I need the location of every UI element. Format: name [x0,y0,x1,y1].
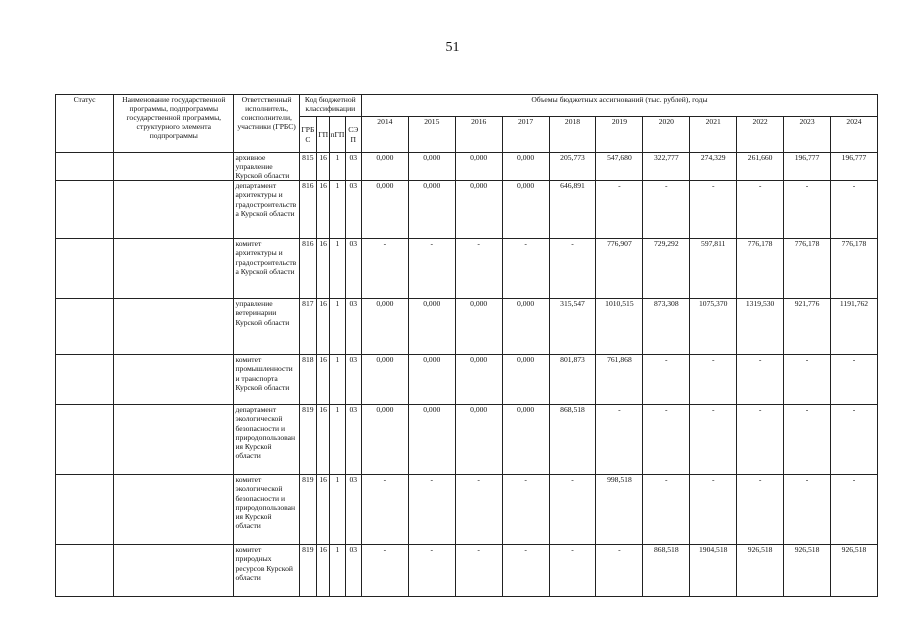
header-responsible: Ответственный исполнитель, соисполнители, участники (ГРБС) [234,95,299,153]
code-sep-cell: 03 [345,355,361,405]
code-gp-cell: 16 [317,475,330,545]
header-year: 2023 [784,117,831,153]
code-pgp-cell: 1 [330,153,345,181]
value-cell: 196,777 [830,153,877,181]
value-cell: - [549,239,596,299]
program-name-cell [114,475,234,545]
code-sep-cell: 03 [345,299,361,355]
code-gp-cell: 16 [317,239,330,299]
value-cell: 0,000 [361,405,408,475]
value-cell: 261,660 [737,153,784,181]
value-cell: - [455,545,502,597]
code-grbs-cell: 819 [299,405,316,475]
code-pgp-cell: 1 [330,355,345,405]
value-cell: 0,000 [361,181,408,239]
code-sep-cell: 03 [345,239,361,299]
value-cell: 0,000 [455,299,502,355]
header-code-col: ГРБС [299,117,316,153]
value-cell: - [690,355,737,405]
code-sep-cell: 03 [345,153,361,181]
value-cell: 0,000 [455,181,502,239]
code-pgp-cell: 1 [330,475,345,545]
value-cell: 1075,370 [690,299,737,355]
value-cell: - [784,405,831,475]
responsible-cell: архивное управление Курской области [234,153,299,181]
code-gp-cell: 16 [317,153,330,181]
value-cell: - [502,545,549,597]
header-year: 2016 [455,117,502,153]
value-cell: 998,518 [596,475,643,545]
header-year: 2019 [596,117,643,153]
code-grbs-cell: 815 [299,153,316,181]
value-cell: - [455,239,502,299]
status-cell [56,545,114,597]
responsible-cell: комитет природных ресурсов Курской области [234,545,299,597]
program-name-cell [114,545,234,597]
status-cell [56,153,114,181]
program-name-cell [114,299,234,355]
value-cell: - [784,355,831,405]
program-name-cell [114,239,234,299]
value-cell: - [830,405,877,475]
value-cell: 1319,530 [737,299,784,355]
value-cell: 921,776 [784,299,831,355]
value-cell: 0,000 [408,299,455,355]
value-cell: - [784,181,831,239]
table-row [56,181,878,239]
value-cell: 0,000 [408,153,455,181]
value-cell: - [690,405,737,475]
value-cell: - [830,475,877,545]
value-cell: 205,773 [549,153,596,181]
code-sep-cell: 03 [345,475,361,545]
value-cell: 597,811 [690,239,737,299]
code-sep-cell: 03 [345,405,361,475]
value-cell: 0,000 [455,355,502,405]
value-cell: - [596,405,643,475]
page-number: 51 [445,40,460,55]
value-cell: 776,178 [830,239,877,299]
code-grbs-cell: 816 [299,239,316,299]
value-cell: 776,178 [784,239,831,299]
header-year: 2022 [737,117,784,153]
value-cell: 0,000 [455,153,502,181]
value-cell: 926,518 [737,545,784,597]
value-cell: 1191,762 [830,299,877,355]
value-cell: 926,518 [830,545,877,597]
value-cell: 868,518 [549,405,596,475]
value-cell: 0,000 [502,299,549,355]
code-gp-cell: 16 [317,299,330,355]
budget-table [55,94,878,597]
value-cell: - [737,355,784,405]
value-cell: 547,680 [596,153,643,181]
value-cell: 0,000 [502,355,549,405]
header-code-col: ГП [317,117,330,153]
value-cell: - [549,545,596,597]
code-gp-cell: 16 [317,355,330,405]
value-cell: - [643,405,690,475]
value-cell: - [361,239,408,299]
table-row [56,475,878,545]
code-gp-cell: 16 [317,181,330,239]
code-pgp-cell: 1 [330,405,345,475]
code-grbs-cell: 817 [299,299,316,355]
table-body [56,153,878,597]
table-row [56,355,878,405]
value-cell: - [737,405,784,475]
program-name-cell [114,153,234,181]
code-sep-cell: 03 [345,181,361,239]
header-code-col: пГП [330,117,345,153]
code-grbs-cell: 816 [299,181,316,239]
value-cell: - [408,545,455,597]
value-cell: - [784,475,831,545]
value-cell: - [455,475,502,545]
header-year: 2021 [690,117,737,153]
header-name: Наименование государственной программы, подпрограммы государственной программы, структурного элемента подпрограммы [114,95,234,153]
table-row [56,153,878,181]
responsible-cell: департамент экологической безопасности и природопользования Курской области [234,405,299,475]
header-year: 2017 [502,117,549,153]
value-cell: 196,777 [784,153,831,181]
table-row [56,299,878,355]
code-pgp-cell: 1 [330,299,345,355]
value-cell: - [596,181,643,239]
program-name-cell [114,355,234,405]
value-cell: - [830,355,877,405]
value-cell: 0,000 [361,355,408,405]
table-row [56,545,878,597]
value-cell: - [690,475,737,545]
value-cell: 868,518 [643,545,690,597]
value-cell: 315,547 [549,299,596,355]
value-cell: 0,000 [361,153,408,181]
value-cell: 0,000 [455,405,502,475]
code-sep-cell: 03 [345,545,361,597]
code-grbs-cell: 819 [299,475,316,545]
value-cell: - [549,475,596,545]
status-cell [56,299,114,355]
value-cell: 729,292 [643,239,690,299]
value-cell: - [643,181,690,239]
value-cell: - [737,475,784,545]
value-cell: 0,000 [408,181,455,239]
value-cell: - [643,355,690,405]
header-code-col: СЭП [345,117,361,153]
status-cell [56,239,114,299]
header-year: 2015 [408,117,455,153]
code-gp-cell: 16 [317,405,330,475]
header-year: 2018 [549,117,596,153]
value-cell: 776,907 [596,239,643,299]
responsible-cell: управление ветеринарии Курской области [234,299,299,355]
code-grbs-cell: 818 [299,355,316,405]
value-cell: 0,000 [502,181,549,239]
responsible-cell: комитет архитектуры и градостроительства Курской области [234,239,299,299]
status-cell [56,181,114,239]
value-cell: - [502,239,549,299]
code-gp-cell: 16 [317,545,330,597]
value-cell: 1010,515 [596,299,643,355]
header-year: 2020 [643,117,690,153]
value-cell: - [502,475,549,545]
header-volumes: Объемы бюджетных ассигнований (тыс. рублей), годы [361,95,877,117]
value-cell: - [361,475,408,545]
value-cell: 873,308 [643,299,690,355]
value-cell: - [361,545,408,597]
status-cell [56,355,114,405]
value-cell: 0,000 [502,153,549,181]
header-code: Код бюджетной классификации [299,95,361,117]
header-status: Статус [56,95,114,153]
value-cell: 0,000 [408,405,455,475]
value-cell: - [408,475,455,545]
value-cell: 274,329 [690,153,737,181]
header-year: 2014 [361,117,408,153]
table-row [56,239,878,299]
responsible-cell: комитет промышленности и транспорта Курской области [234,355,299,405]
code-pgp-cell: 1 [330,545,345,597]
value-cell: 801,873 [549,355,596,405]
value-cell: 0,000 [502,405,549,475]
value-cell: 926,518 [784,545,831,597]
responsible-cell: департамент архитектуры и градостроительства Курской области [234,181,299,239]
value-cell: - [596,545,643,597]
program-name-cell [114,405,234,475]
program-name-cell [114,181,234,239]
value-cell: 646,891 [549,181,596,239]
value-cell: - [830,181,877,239]
status-cell [56,405,114,475]
code-pgp-cell: 1 [330,181,345,239]
table-row [56,405,878,475]
value-cell: 322,777 [643,153,690,181]
value-cell: 0,000 [361,299,408,355]
status-cell [56,475,114,545]
header-year: 2024 [830,117,877,153]
value-cell: 0,000 [408,355,455,405]
value-cell: - [643,475,690,545]
value-cell: 761,868 [596,355,643,405]
responsible-cell: комитет экологической безопасности и природопользования Курской области [234,475,299,545]
code-grbs-cell: 819 [299,545,316,597]
code-pgp-cell: 1 [330,239,345,299]
value-cell: - [737,181,784,239]
value-cell: 776,178 [737,239,784,299]
value-cell: 1904,518 [690,545,737,597]
value-cell: - [690,181,737,239]
value-cell: - [408,239,455,299]
